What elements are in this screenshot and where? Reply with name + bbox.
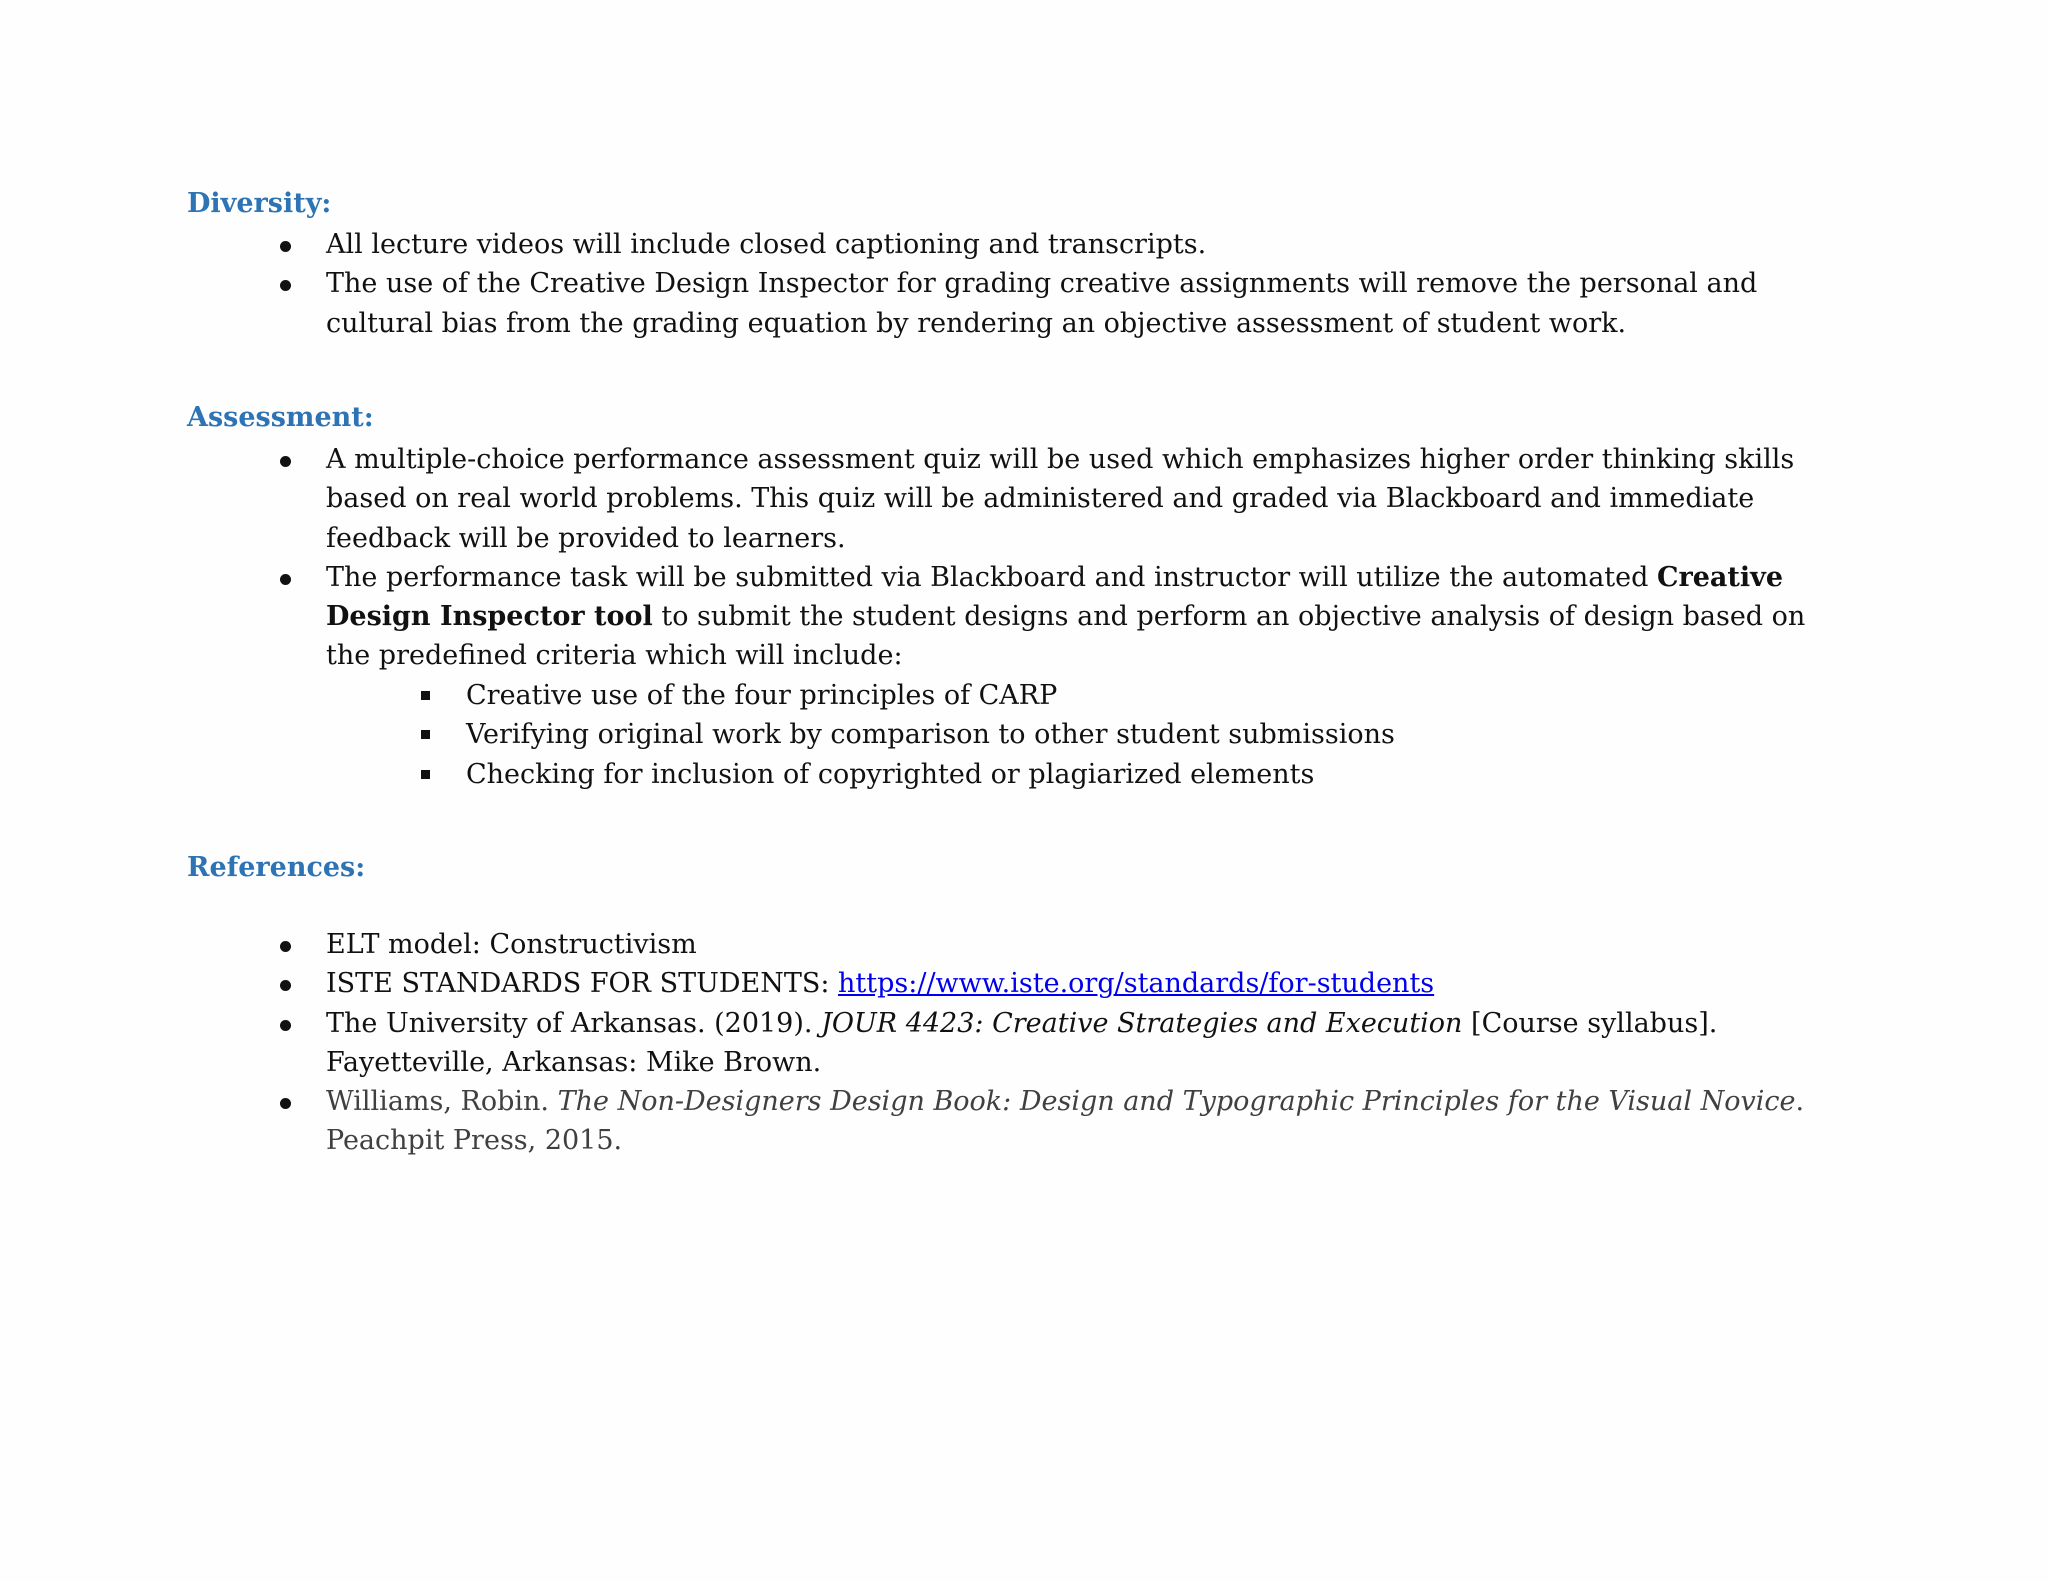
reference-williams-book-title: The Non-Designers Design Book: Design and Typographic Principles for the Visual Novice [557, 1086, 1796, 1118]
assessment-heading: Assessment: [187, 402, 374, 433]
list-item [0, 925, 2048, 964]
criteria-item-text: Verifying original work by comparison to other student submissions [466, 719, 1395, 751]
references-heading: References: [187, 852, 366, 883]
list-item [0, 1004, 2048, 1083]
bullet-icon [280, 1098, 291, 1109]
bullet-icon [280, 280, 291, 291]
assessment-quiz-text: A multiple-choice performance assessment quiz will be used which emphasizes higher order thinking skills based on real world problems. This quiz will be administered and graded via Blackboard and immediate feedback will be provided to learners. [326, 444, 1795, 554]
diversity-item-text: All lecture videos will include closed captioning and transcripts. [326, 229, 1207, 260]
criteria-item [0, 715, 2048, 754]
bullet-icon [280, 941, 291, 952]
reference-elt-model: ELT model: Constructivism [326, 929, 697, 960]
reference-williams-text: Williams, Robin. [326, 1086, 558, 1118]
criteria-list [0, 676, 2048, 794]
performance-task-text-cont: to submit the student designs and perform an objective analysis of design based on the predefined criteria which will include: [326, 601, 1806, 672]
bullet-icon [280, 1020, 291, 1031]
criteria-item-text: Checking for inclusion of copyrighted or plagiarized elements [466, 758, 1315, 790]
list-item [0, 1082, 2048, 1161]
list-item [0, 225, 2048, 264]
bullet-icon [280, 241, 291, 252]
square-bullet-icon [421, 730, 430, 739]
list-item [0, 964, 2048, 1003]
criteria-item [0, 755, 2048, 794]
reference-arkansas-text: The University of Arkansas. (2019). [326, 1007, 822, 1039]
reference-iste-label: ISTE STANDARDS FOR STUDENTS: [326, 968, 839, 1000]
list-item [0, 558, 2048, 676]
list-item [0, 264, 2048, 343]
iste-standards-link[interactable]: https://www.iste.org/standards/for-students [838, 968, 1435, 1000]
diversity-heading: Diversity: [187, 188, 332, 219]
criteria-item-text: Creative use of the four principles of CARP [466, 680, 1058, 711]
list-item [0, 440, 2048, 558]
reference-williams-text-cont: . Peachpit Press, 2015. [326, 1086, 1805, 1157]
assessment-list [0, 440, 2048, 676]
criteria-item [0, 676, 2048, 715]
bullet-icon [280, 574, 291, 585]
diversity-list [0, 225, 2048, 343]
performance-task-text: The performance task will be submitted via Blackboard and instructor will utilize the automated [326, 561, 1658, 593]
diversity-item-text: The use of the Creative Design Inspector for grading creative assignments will remove the personal and cultural bias from the grading equation by rendering an objective assessment of student work. [326, 268, 1758, 339]
bullet-icon [280, 456, 291, 467]
square-bullet-icon [421, 770, 430, 779]
reference-arkansas-text-cont: [Course syllabus]. Fayetteville, Arkansas: Mike Brown. [326, 1007, 1718, 1078]
references-list [0, 925, 2048, 1161]
creative-design-inspector-tool: Creative Design Inspector tool [326, 561, 1783, 633]
reference-arkansas-course-title: JOUR 4423: Creative Strategies and Execution [821, 1007, 1463, 1039]
square-bullet-icon [421, 691, 430, 700]
bullet-icon [280, 980, 291, 991]
